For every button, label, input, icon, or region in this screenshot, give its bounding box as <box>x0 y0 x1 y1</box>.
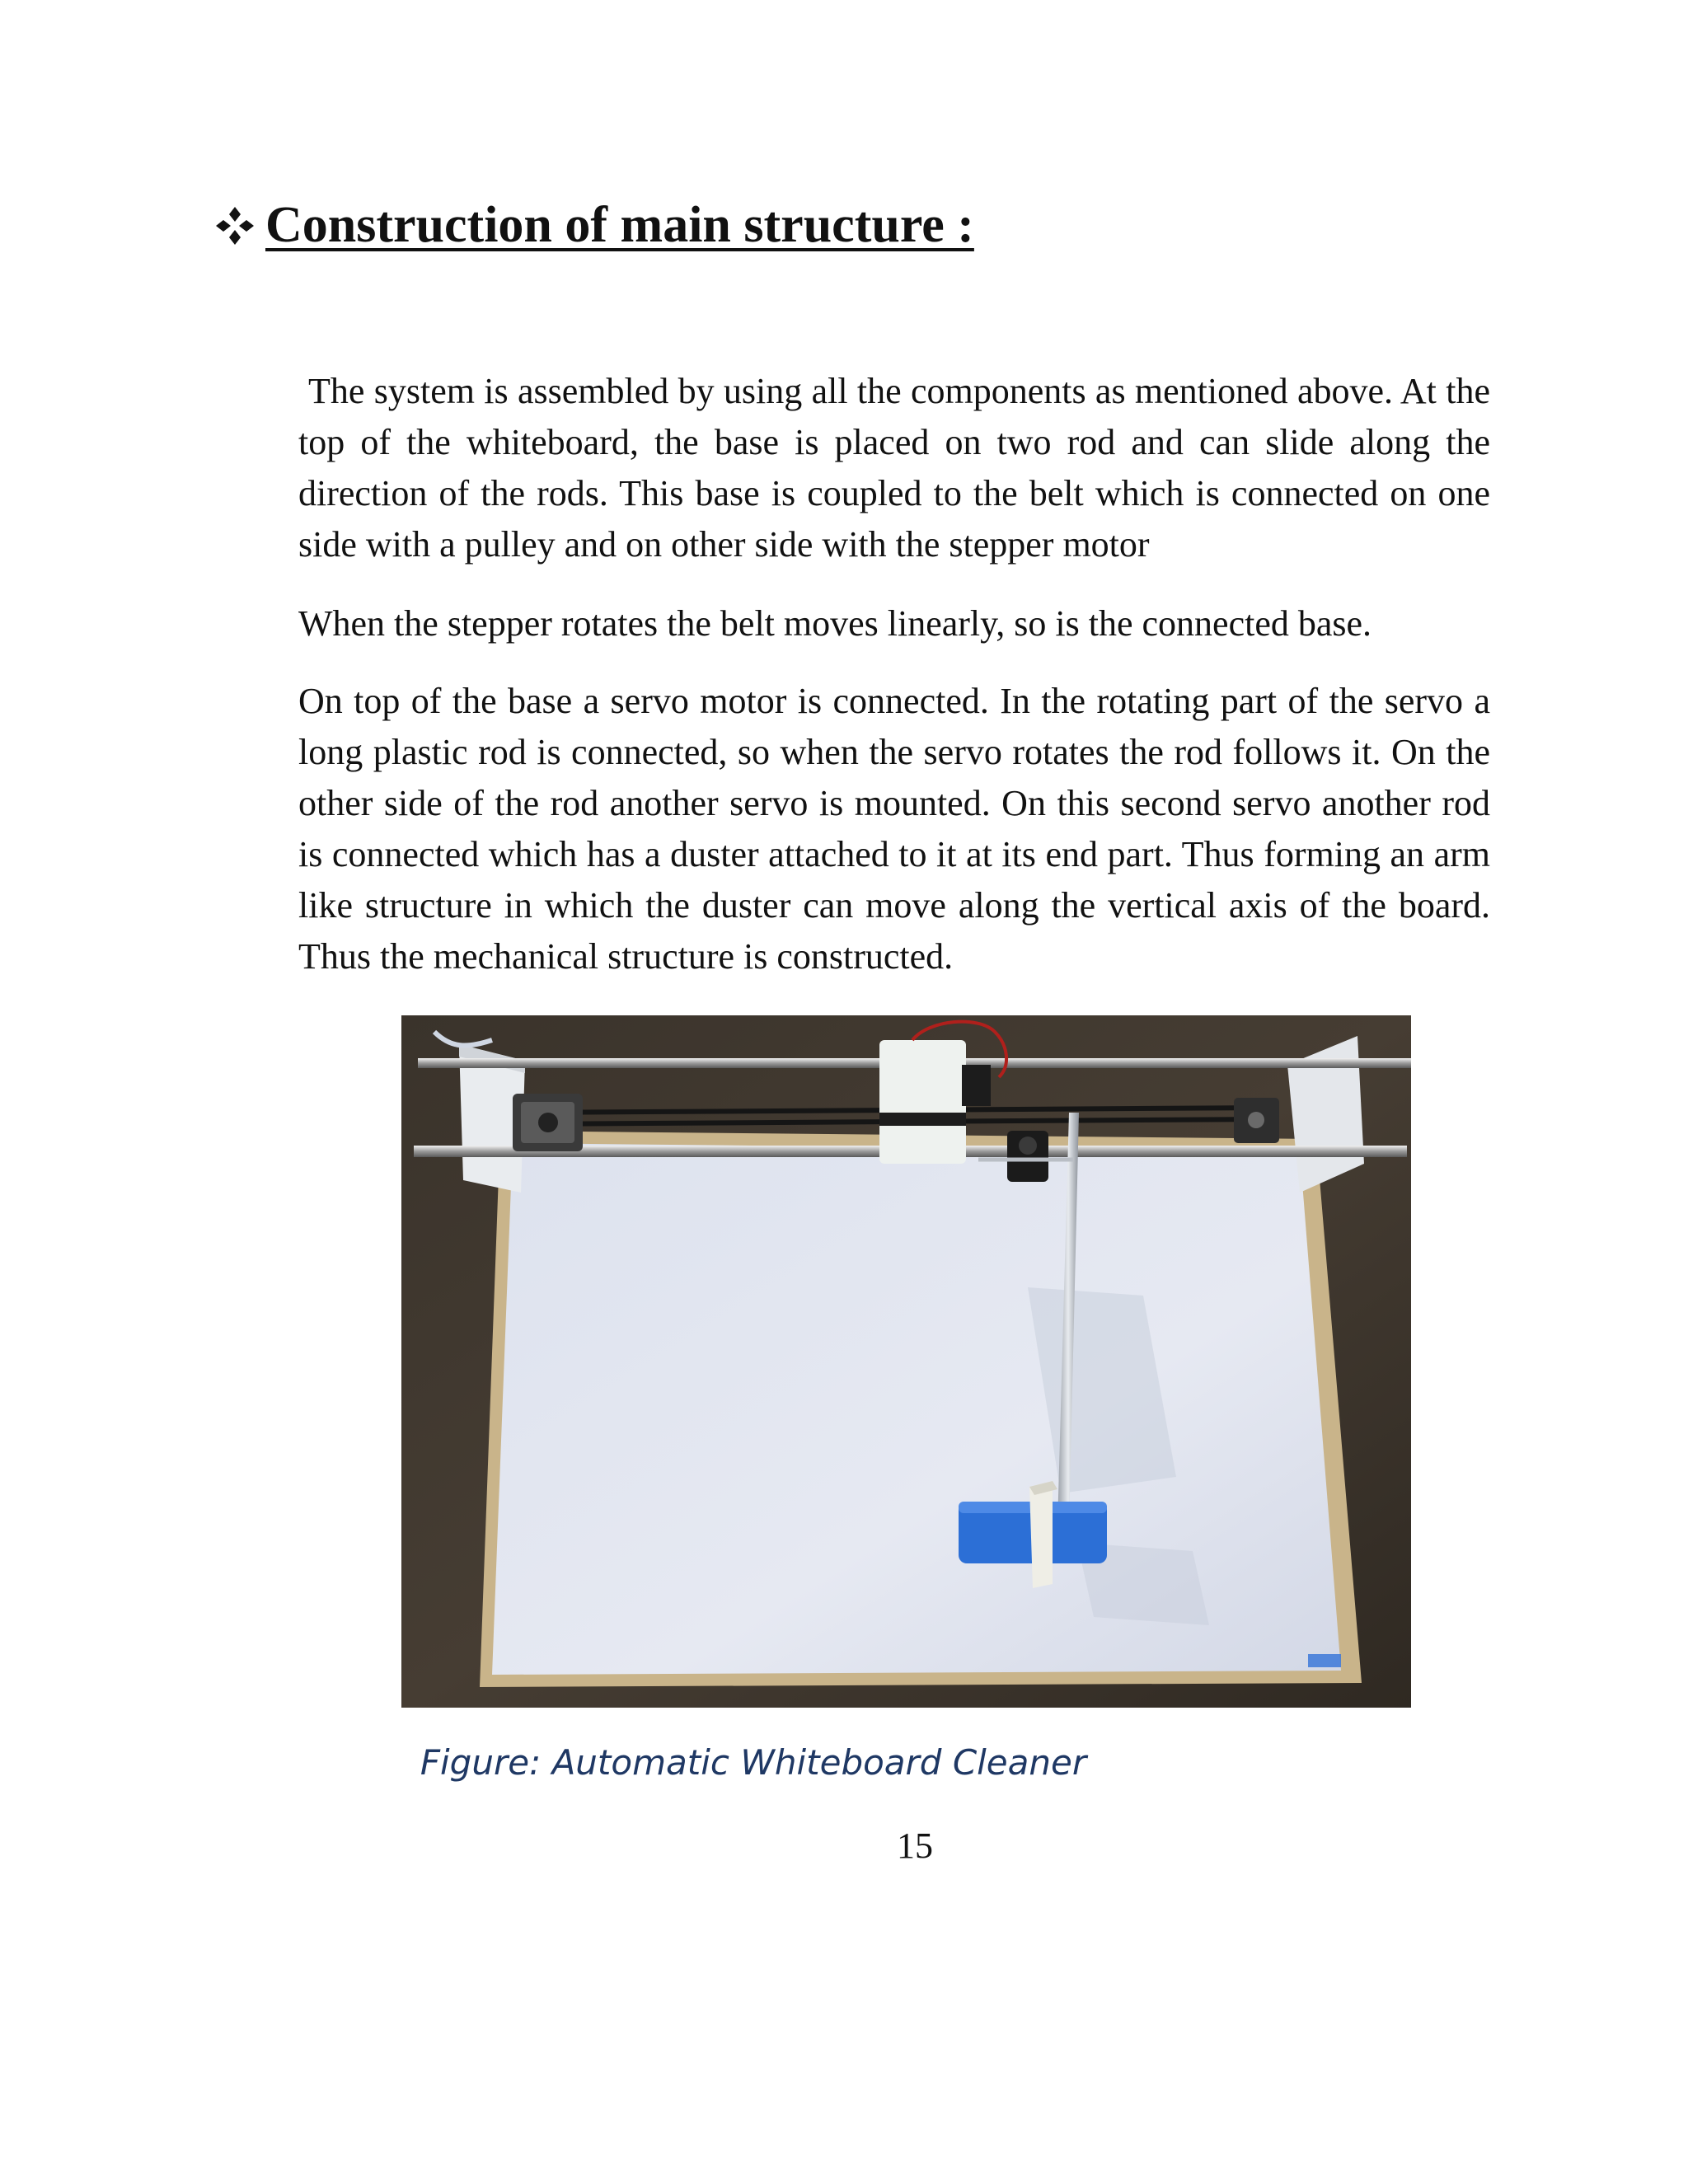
paragraph-assembly: The system is assembled by using all the components as mentioned above. At the top of the whiteboard, the base is placed on two rod and can slide along the direction of the rods. This base is coupled to the belt which is connected on one side with a pulley and on other side with the stepper motor <box>298 371 1490 565</box>
whiteboard-cleaner-photo <box>401 1015 1411 1708</box>
paragraph-stepper: When the stepper rotates the belt moves linearly, so is the connected base. <box>298 603 1372 644</box>
page-number <box>0 1825 1688 1867</box>
whiteboard-cleaner-illustration <box>401 1015 1411 1708</box>
figure-caption-text: Figure: Automatic Whiteboard Cleaner <box>420 1742 1087 1783</box>
four-diamond-bullet-icon <box>213 204 257 248</box>
section-title: Construction of main structure : <box>265 197 974 253</box>
figure-caption <box>0 1742 1688 1783</box>
paragraph-servo-arm: On top of the base a servo motor is connected. In the rotating part of the servo a long plastic rod is connected, so when the servo rotates the rod follows it. On the other side of the rod another servo is mounted. On this second servo another rod is connected which has a duster attached to it at its end part. Thus forming an arm like structure in which the duster can move along the vertical axis of the board. Thus the mechanical structure is constructed. <box>298 681 1490 977</box>
section-heading <box>213 196 974 255</box>
page-number-text: 15 <box>897 1825 933 1866</box>
